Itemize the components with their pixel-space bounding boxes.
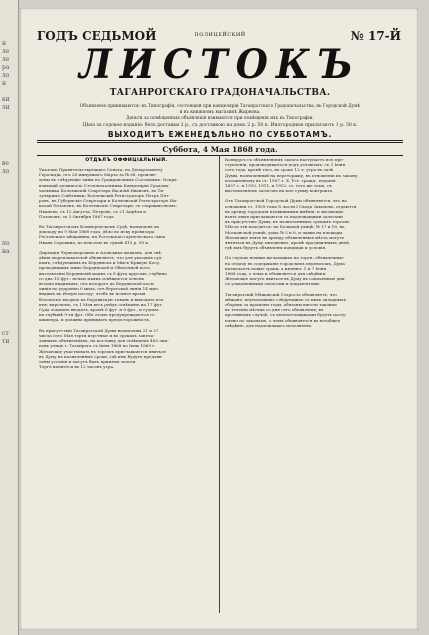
- text-line: сборовъ за прошлые годы, обязаны внести таковые: [225, 302, 337, 308]
- text-line: на отдачу въ содержаніе городскихъ перевозокъ, Дума: [225, 260, 345, 266]
- text-line: проходящимъ мимо Бердянской и Обиточной косъ,: [39, 265, 151, 271]
- text-line: назначаетъ новые сроки, а именно: 1 и 7 Іюня: [225, 265, 327, 271]
- text-line: Указомъ Правительствующаго Сената, по Департаменту: [39, 167, 163, 172]
- text-line: танныхъ объявленіяхъ, на поставку для освѣщенія 400 лам-: [39, 338, 169, 344]
- text-line: Отъ Таганрогской Городской Думы объявляется, что на: [225, 198, 347, 204]
- text-line: въ аренду городскія недвижимыя имѣнія, и желающіе: [225, 208, 344, 214]
- section-heading: ОТДѢЛЪ ОФФИЦІАЛЬНЫЙ.: [85, 158, 168, 163]
- text-line: намъ, слѣдующимъ въ Бердянскъ и Мысъ-Кривую Косу,: [39, 260, 161, 266]
- right-column-text: [225, 157, 400, 328]
- text-line: взять оныя приглашаются съ надлежащими залогами: [225, 214, 343, 220]
- text-line: выставленіемъ залоговъ на всю сумму контракта.: [225, 188, 334, 194]
- text-line: Желающіе могутъ явиться въ Думу въ означенные дни: [225, 276, 345, 282]
- text-line: лены условія и могутъ быть приняты залоги.: [39, 358, 137, 364]
- text-line: Герольдіи, отъ 28 минувшаго Марта за № 68, произве-: [39, 172, 157, 178]
- left-column-text: [39, 167, 214, 369]
- text-line: на глубинѣ 9-ти фут. Объ этомъ предупреждаются гг.: [39, 312, 156, 318]
- text-line: безопасно входить въ Бердянскую гавань и выходить изъ: [39, 296, 164, 302]
- text-line: весьма видимымъ, отъ котораго до Бердянской косы: [39, 281, 154, 287]
- text-line: дѣнія мореплавателей объявляетъ, что для указанія суд-: [39, 255, 163, 261]
- text-line: являться въ Думу ежедневно, кромѣ праздничныхъ дней,: [225, 240, 351, 246]
- text-line: видимъ въ Ясную погоду, чтобъ въ ночное время: [39, 291, 146, 297]
- text-line: ровъ, въ Губернскіе Секретари и Коллежскій Регистраторъ Ни-: [39, 198, 178, 204]
- subscription-note: и въ книжномъ магазинѣ Жирнова.: [179, 110, 261, 115]
- text-line: свѣдѣніе, для надлежащаго исполненія.: [225, 322, 313, 328]
- text-line: числа сего Мая торги изустные и въ срокахъ запеча-: [39, 332, 155, 338]
- text-line: Желающіе участвовать въ торгахъ приглашаются явиться: [39, 348, 166, 354]
- text-line: Ивановъ, съ 12 Августа, Петровъ, съ 21 Апрѣля и: [39, 208, 146, 214]
- text-line: Въ присутствіи Таганрогской Думы назначены 21 и 27: [39, 327, 159, 333]
- text-line: въ теченіи мѣсяца со дня сего объявленія; въ: [225, 307, 324, 313]
- text-line: сего года; кромѣ того, въ срокъ 12 ч. утра въ залѣ: [225, 167, 334, 173]
- text-line: изложенному въ ст. 1907 т. X, Уст. гражд., изданія: [225, 177, 336, 183]
- text-line: чальника Коллежскій Секретарь Василій Ивановъ, въ Ти-: [39, 187, 165, 193]
- text-line: выставлены Бердянскій маякъ съ 8 фута кругомъ, глубина: [39, 270, 167, 276]
- page-content: [37, 28, 403, 618]
- text-line: Ивана Сорокина, по векселю въ суммѣ 415 р. 50 к.: [39, 239, 150, 245]
- supra-title: ПОЛИЦЕЙСКИЙ: [194, 32, 246, 38]
- right-column: [225, 157, 400, 615]
- divider: [37, 140, 403, 141]
- text-line: докладу на 9 Мая 1868 года, дѣло по иску провизора: [39, 229, 155, 235]
- text-line: Суда лоцманъ вводятъ, кромѣ 6 фут. и 8 фут., и судамъ: [39, 307, 159, 313]
- text-line: со дна 15 фут.: ночью маякъ освѣщается огнемъ: [39, 275, 145, 281]
- column-divider: [219, 155, 220, 613]
- text-line: гдѣ имъ будутъ объявлены кондиціи и условія.: [225, 245, 327, 251]
- left-column: [39, 157, 214, 615]
- price-note: Цѣна за годовое изданіе: безъ доставки 2 р., съ доставкою на домъ 2 р. 50 к. Иногородные прилагаютъ 1 р. 50 к.: [82, 123, 358, 128]
- text-line: основаніи ст. 1909 тома X части I Свода Законовъ, отдаются: [225, 203, 357, 209]
- text-line: По случаю неявки желающихъ на торги, объявленные: [225, 255, 344, 261]
- text-line: Желающіе взять въ аренду объявленныя мѣста могутъ: [225, 234, 345, 240]
- text-line: Московской улицѣ, дома № 5 и 6, и лавки на площади.: [225, 229, 344, 235]
- text-line: повъ улицъ г. Таганрога съ Іюня 1868 по Іюнь 1869 г.: [39, 343, 156, 349]
- text-line: Потаповъ, съ 3 Октября 1867 года.: [39, 213, 115, 219]
- weekly-banner: ВЫХОДИТЪ ЕЖЕНЕДѢЛЬНО ПО СУББОТАМЪ.: [107, 130, 333, 139]
- text-line: съ узаконенными залогами и документами.: [225, 281, 321, 287]
- text-line: Торгъ начнется въ 12 часовъ утра.: [39, 364, 115, 370]
- text-line: линія по ударенію 0 миль, отъ береговой линіи 14 мил.: [39, 286, 160, 292]
- text-line: Таганрогскій Мѣщанскій Староста объявляетъ, что: [225, 291, 337, 297]
- text-line: Дирекція Черноморскихъ и Азовскихъ маяковъ, для свѣ-: [39, 249, 163, 255]
- subscription-note: Деньги за помѣщенныя объявленія взимаются при помѣщеніи ихъ въ Типографіи.: [126, 116, 314, 121]
- issue-number: № 17-Й: [350, 29, 401, 43]
- newspaper-title: ЛИСТОКЪ: [79, 40, 361, 88]
- text-line: шкипера, и должны принимать предосторожность.: [39, 317, 151, 323]
- text-line: колай Потаповъ, въ Коллежскіе Секретари, съ старшинствомъ:: [39, 203, 178, 209]
- divider: [37, 142, 403, 143]
- text-line: нея; впрочемъ, съ 1 Мая весь рейдъ освѣщенъ на 17 фут.: [39, 301, 163, 307]
- text-line: 1857 г. и 1910, 1911, и 1912. ст. того же тома, съ: [225, 183, 332, 189]
- text-line: Въ Таганрогскомъ Коммерческомъ Судѣ, назначенъ къ: [39, 224, 160, 230]
- adjacent-page-edge: н ле ле ра ло н ки ли ве ло по на ст ти: [0, 0, 19, 635]
- text-line: дены въ слѣдующіе чины по Гражданскимъ Сословіямъ: Испра-: [39, 177, 178, 183]
- newspaper-subtitle: ТАГАНРОГСКАГО ГРАДОНАЧАЛЬСТВА.: [109, 88, 331, 98]
- text-line: въ Думу въ назначенные сроки, гдѣ имъ будутъ предъяв-: [39, 353, 163, 359]
- divider: [37, 155, 403, 156]
- text-line: Ростовскаго мѣщанина, на Ростовскаго купеческаго сына: [39, 234, 166, 240]
- text-line: мѣщане, неуплатившіе слѣдующихъ съ нихъ окладныхъ: [225, 296, 347, 302]
- text-line: въ присутствіе Думы, къ назначеннымъ срокамъ торговъ.: [225, 219, 351, 225]
- issue-date: Суббота, 4 Мая 1868 года.: [162, 145, 278, 154]
- year-label: ГОДЪ СЕДЬМОЙ: [37, 29, 157, 43]
- text-line: тулярные Совѣтники; Коллежскій Регистраторъ Петръ Пет-: [39, 193, 170, 199]
- newspaper-page: [20, 8, 418, 630]
- text-line: противномъ случаѣ, съ неплательщиками будетъ посту-: [225, 312, 347, 318]
- text-line: Конкурсъ съ объявленіемъ залога наступаетъ изъ пре-: [225, 157, 344, 162]
- text-line: вляющій должность Столоначальника Канцеляріи Градона-: [39, 182, 170, 188]
- text-line: 1868 года, о чемъ и объявляется для свѣдѣнія.: [225, 271, 327, 277]
- text-line: плено по законамъ, о чемъ объявляется во всеобщее: [225, 317, 341, 323]
- text-line: Думы, назначенный на переторжку, въ отношеніи къ закону,: [225, 172, 359, 178]
- text-line: ступленія, производящегося подъ условіемъ: съ 1 Іюня: [225, 162, 346, 168]
- text-line: Мѣста эти находятся: на Большой улицѣ, № 17 и 18, на: [225, 224, 345, 230]
- subscription-note: Объявленія принимаются: въ Типографіи, состоящей при канцеляріи Таганрогскаго Градоначальства, въ Городской Думѣ: [79, 104, 361, 109]
